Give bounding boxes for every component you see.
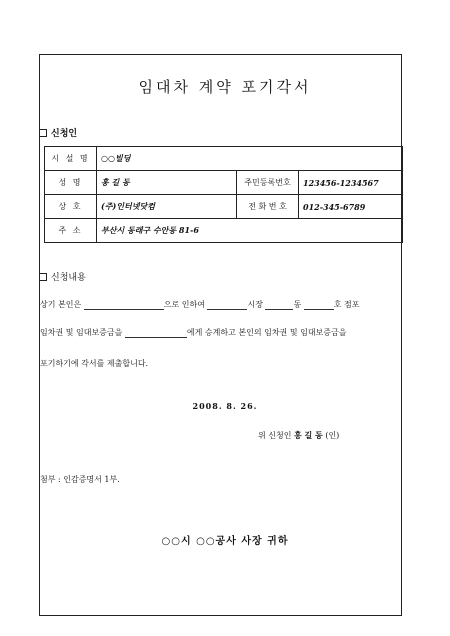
seal-mark: (인) xyxy=(325,431,340,440)
phone-value: 012-345-6789 xyxy=(299,195,403,219)
table-row xyxy=(45,219,403,243)
square-bullet-icon xyxy=(39,273,47,281)
attachment: 첨부 : 인감증명서 1부. xyxy=(40,475,120,484)
text-segment: 으로 인하여 xyxy=(163,300,205,309)
section-content xyxy=(39,270,86,283)
content-line-3: 포기하기에 각서를 제출합니다. xyxy=(40,359,149,368)
text-segment: 호 점포 xyxy=(333,300,360,309)
name-value: 홍 길 동 xyxy=(97,171,237,195)
signature-line xyxy=(258,430,339,441)
table-row xyxy=(45,195,403,219)
addressee: ○○시 ○○공사 사장 귀하 xyxy=(161,536,289,547)
blank-successor xyxy=(125,329,187,338)
phone-label: 전 화 번 호 xyxy=(237,195,299,219)
resident-id-label: 주민등록번호 xyxy=(237,171,299,195)
table-row xyxy=(45,171,403,195)
address-value: 부산시 동래구 수안동 81-6 xyxy=(97,219,403,243)
sign-prefix: 위 신청인 xyxy=(258,431,292,440)
applicant-table xyxy=(44,146,403,243)
document-title: 임대차 계약 포기각서 xyxy=(138,78,312,96)
date: 2008. 8. 26. xyxy=(192,401,258,411)
company-label: 상 호 xyxy=(45,195,97,219)
table-row xyxy=(45,147,403,171)
content-line-1 xyxy=(40,299,360,310)
text-segment: 동 xyxy=(293,300,302,309)
square-bullet-icon xyxy=(39,129,47,137)
company-value: (주)인터넷닷컴 xyxy=(97,195,237,219)
address-label: 주 소 xyxy=(45,219,97,243)
facility-label: 시 설 명 xyxy=(45,147,97,171)
section-applicant-label: 신청인 xyxy=(51,129,78,139)
name-label: 성 명 xyxy=(45,171,97,195)
content-line-2 xyxy=(40,327,346,338)
section-content-label: 신청내용 xyxy=(51,273,86,283)
blank-reason xyxy=(84,301,164,310)
applicant-name: 홍 길 동 xyxy=(294,430,323,440)
text-segment: 에게 승계하고 본인의 임차권 및 임대보증금을 xyxy=(186,328,347,337)
blank-building xyxy=(265,301,293,310)
text-segment: 임차권 및 임대보증금을 xyxy=(40,328,123,337)
blank-market xyxy=(207,301,247,310)
blank-unit xyxy=(304,301,334,310)
facility-value: ○○빌딩 xyxy=(97,147,403,171)
resident-id-value: 123456-1234567 xyxy=(299,171,403,195)
text-segment: 시장 xyxy=(247,300,263,309)
text-segment: 상기 본인은 xyxy=(40,300,82,309)
section-applicant xyxy=(39,126,77,139)
